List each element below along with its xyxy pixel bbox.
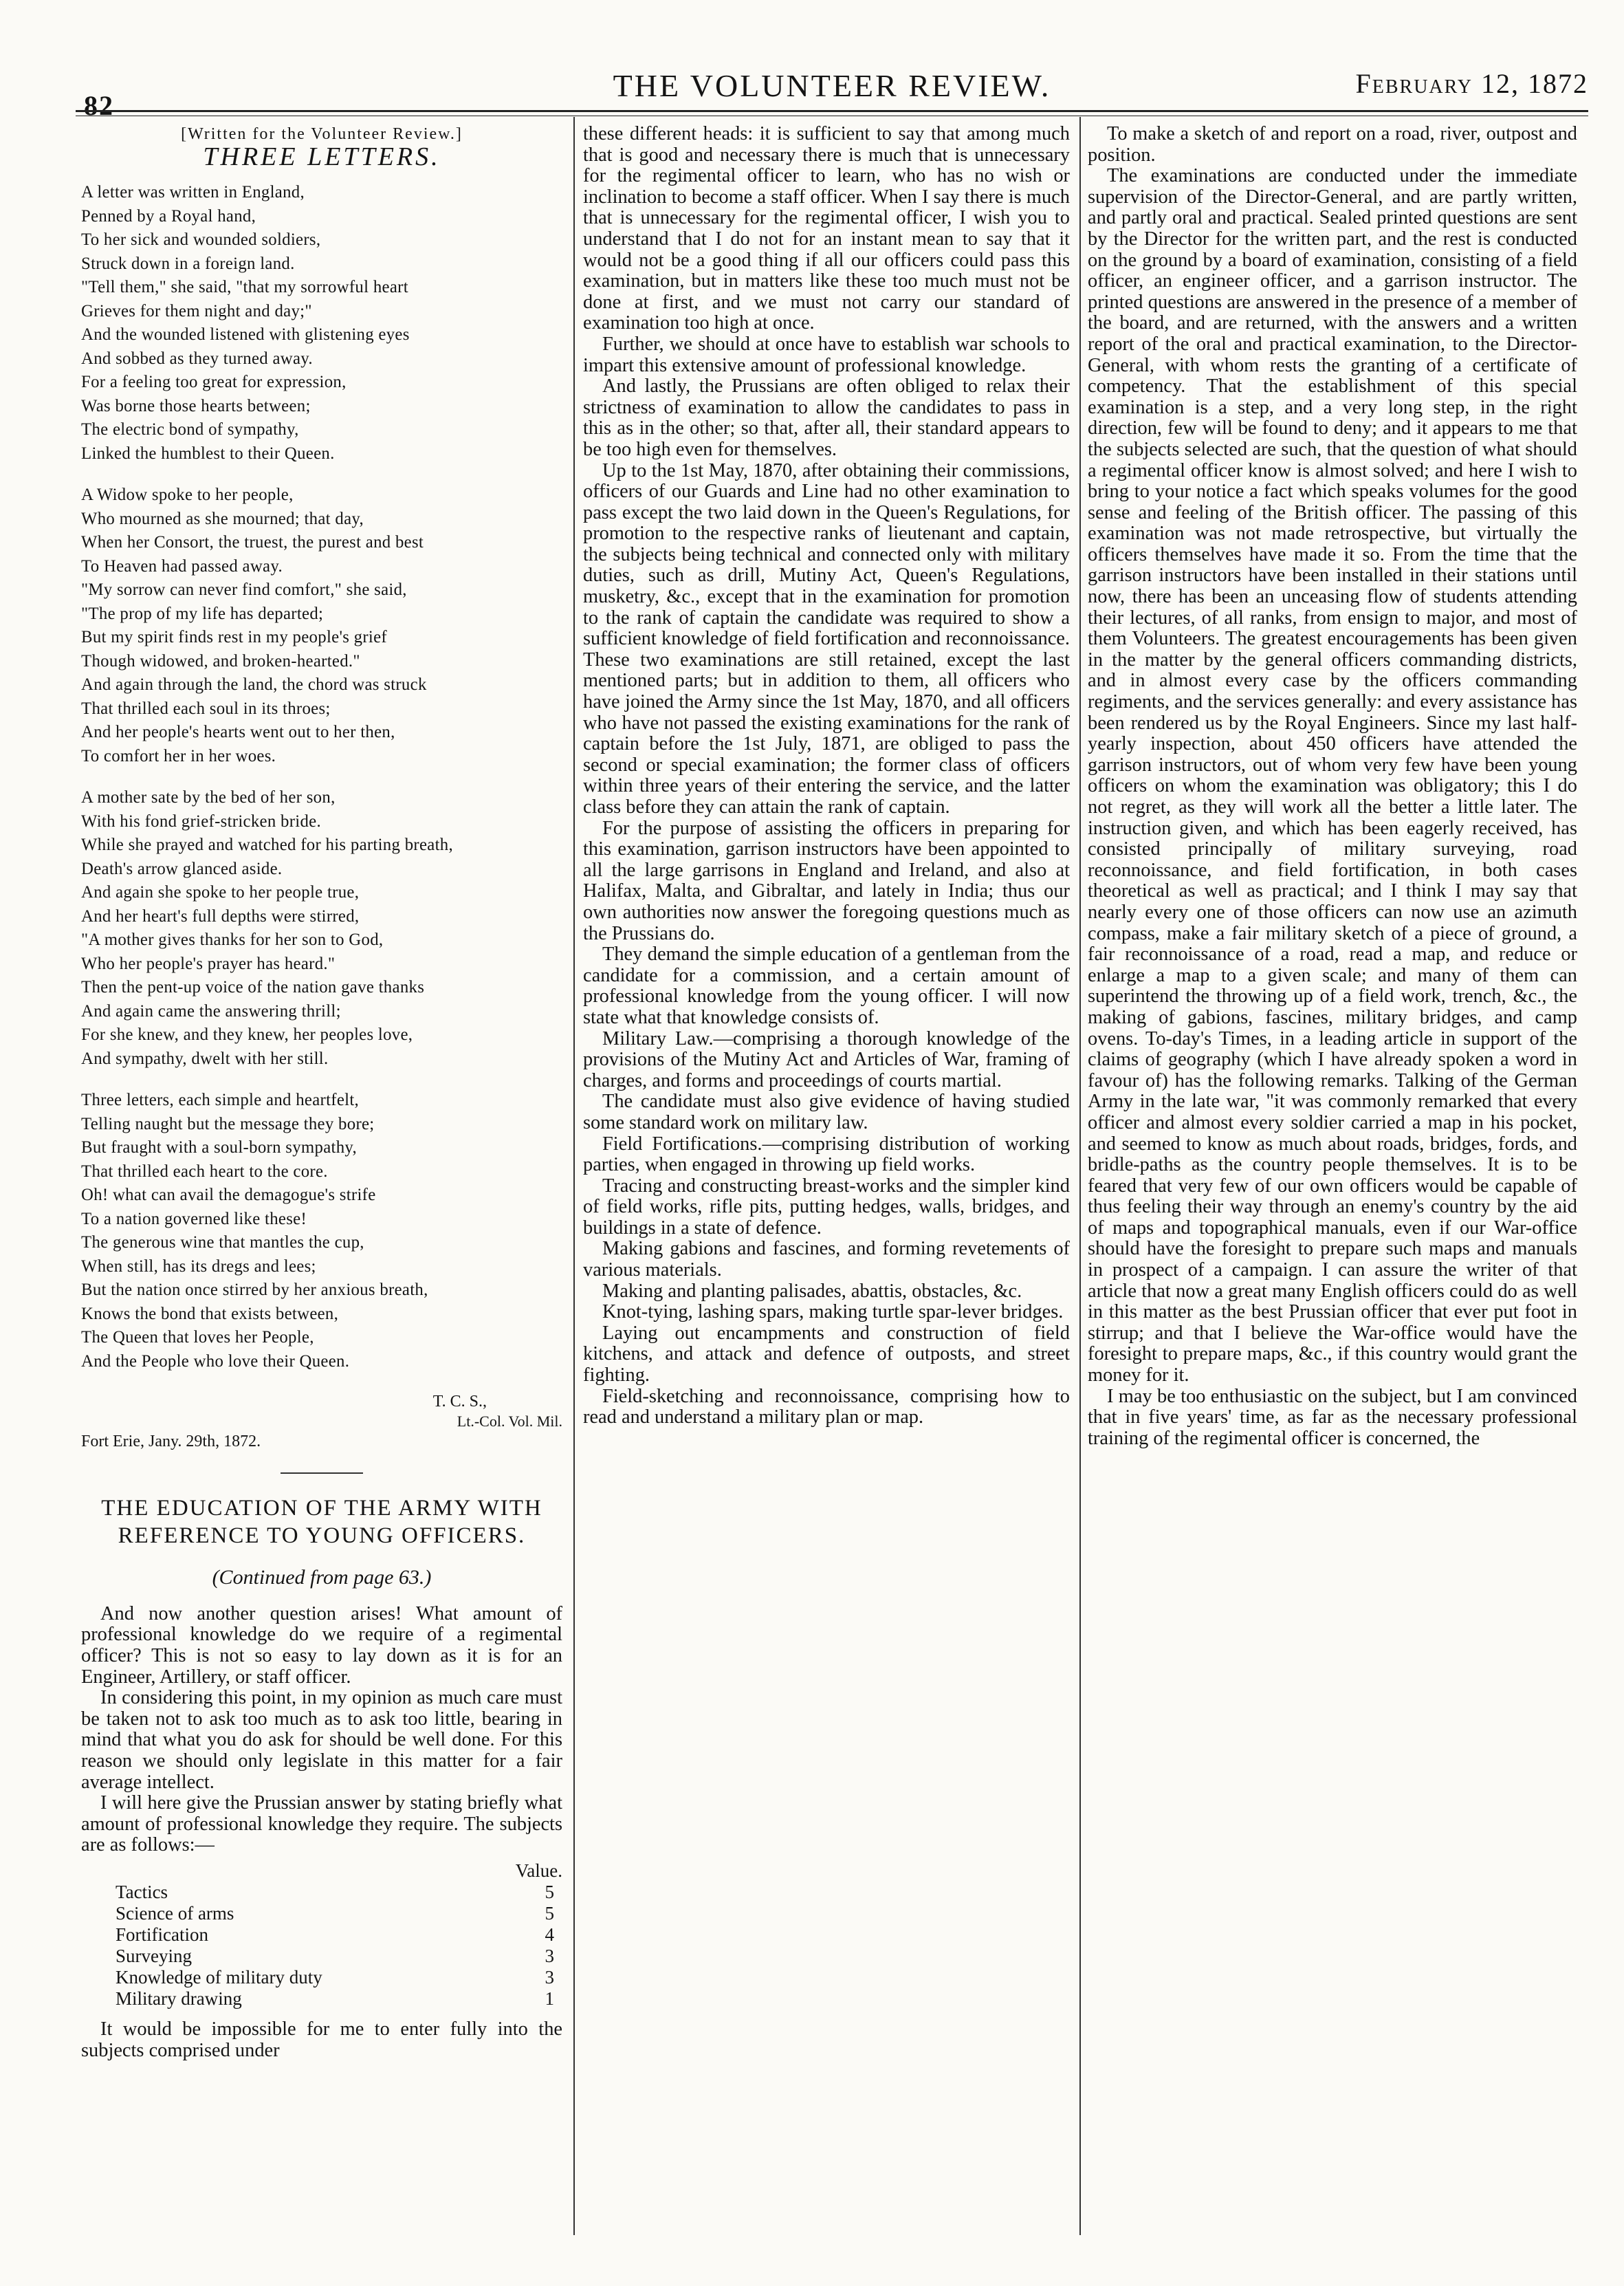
poem-line: Then the pent-up voice of the nation gave thanks <box>81 978 425 997</box>
subject-value-table <box>81 1860 562 2010</box>
poem-line: To a nation governed like these! <box>81 1209 307 1228</box>
poem-line: Grieves for them night and day;" <box>81 301 312 320</box>
poem-stanza <box>81 483 562 768</box>
article-paragraph: And lastly, the Prussians are often obliged to relax their strictness of examination to allow the candidates to pass in this as in the other; so that, after all, their standard appears to be too high even for themselves. <box>583 375 1070 460</box>
subject-row <box>81 1903 562 1924</box>
poem-line: And the wounded listened with glistening eyes <box>81 325 410 345</box>
article-paragraph: And now another question arises! What amount of professional knowledge do we require of a regimental officer? This is not so easy to lay down as it is for an Engineer, Artillery, or staff officer. <box>81 1602 562 1688</box>
subject-name: Science of arms <box>116 1902 234 1924</box>
article-paragraph: Field-sketching and reconnoissance, comprising how to read and understand a military plan or map. <box>583 1385 1070 1428</box>
poem-line: To Heaven had passed away. <box>81 556 283 576</box>
article-title: THE EDUCATION OF THE ARMY WITH REFERENCE TO YOUNG OFFICERS. <box>101 1496 542 1549</box>
article-paragraph: Further, we should at once have to establish war schools to impart this extensive amount of professional knowledge. <box>583 333 1070 376</box>
poem-line: "Tell them," she said, "that my sorrowful heart <box>81 278 408 297</box>
article-paragraph: They demand the simple education of a gentleman from the candidate for a commission, and a certain amount of professional knowledge from the young officer. I will now state what that knowledge consists of. <box>583 944 1070 1028</box>
column-3 <box>1088 124 1577 2256</box>
poem-line: And again through the land, the chord was struck <box>81 675 427 695</box>
subject-name: Fortification <box>116 1924 208 1945</box>
poem-stanza <box>81 181 562 466</box>
subject-value: 1 <box>545 1988 554 2009</box>
article-paragraph: Field Fortifications.—comprising distribution of working parties, when engaged in throwing up field works. <box>583 1133 1070 1176</box>
article-paragraph: It would be impossible for me to enter fully into the subjects comprised under <box>81 2018 562 2061</box>
poem-title: THREE LETTERS. <box>203 142 441 171</box>
poem-line: "My sorrow can never find comfort," she said, <box>81 580 407 600</box>
poem-line: And sobbed as they turned away. <box>81 349 313 368</box>
poem-line: And sympathy, dwelt with her still. <box>81 1049 329 1068</box>
poem-signature-rank: Lt.-Col. Vol. Mil. <box>457 1413 562 1430</box>
subject-name: Military drawing <box>116 1988 242 2009</box>
poem-line: Death's arrow glanced aside. <box>81 859 283 878</box>
poem-line: To comfort her in her woes. <box>81 746 276 765</box>
article-paragraph: Laying out encampments and construction of field kitchens, and attack and defence of outposts, and street fighting. <box>583 1322 1070 1386</box>
value-heading: Value. <box>515 1860 562 1881</box>
poem-line: A letter was written in England, <box>81 183 305 202</box>
article-text-col3 <box>1088 124 1577 1449</box>
poem-line: While she prayed and watched for his parting breath, <box>81 836 453 855</box>
poem-line: But fraught with a soul-born sympathy, <box>81 1138 357 1157</box>
poem-line: Though widowed, and broken-hearted." <box>81 651 360 671</box>
poem-line: When her Consort, the truest, the purest and best <box>81 533 424 552</box>
subject-row <box>81 1967 562 1988</box>
subject-name: Knowledge of military duty <box>116 1966 322 1988</box>
section-divider <box>281 1472 363 1474</box>
masthead-title: THE VOLUNTEER REVIEW. <box>613 68 1051 103</box>
subject-value: 3 <box>545 1945 554 1966</box>
header-rule <box>76 110 1588 116</box>
subject-row <box>81 1924 562 1946</box>
poem-line: Linked the humblest to their Queen. <box>81 444 335 463</box>
page-number: 82 <box>84 90 114 121</box>
article-paragraph: In considering this point, in my opinion as much care must be taken not to ask too much as to ask too little, bearing in mind that what you do ask for should be well done. For this reason we should only legislate in this matter for a fair average intellect. <box>81 1687 562 1793</box>
poem-line: The generous wine that mantles the cup, <box>81 1233 364 1252</box>
poem-line: A mother sate by the bed of her son, <box>81 788 336 807</box>
poem-stanza <box>81 1089 562 1373</box>
subject-name: Surveying <box>116 1945 192 1966</box>
poem-line: Who mourned as she mourned; that day, <box>81 509 364 528</box>
article-paragraph: I may be too enthusiastic on the subject, but I am convinced that in five years' time, as far as the necessary professional training of the regimental officer is concerned, the <box>1088 1385 1577 1449</box>
poem-line: And the People who love their Queen. <box>81 1351 350 1371</box>
poem-signature: T. C. S., <box>432 1393 487 1411</box>
poem-line: And again she spoke to her people true, <box>81 883 360 902</box>
subject-row <box>81 1946 562 1967</box>
article-text-col1 <box>81 1604 562 1856</box>
poem-line: But my spirit finds rest in my people's grief <box>81 628 387 647</box>
poem-line: Penned by a Royal hand, <box>81 206 256 226</box>
article-paragraph: The examinations are conducted under the immediate supervision of the Director-General, and are partly written, and partly oral and practical. Sealed printed questions are sent by the Director for the written part, and the rest is conducted on the ground by a board of examination, consisting of a field officer, an engineer officer, and a garrison instructor. The printed questions are answered in the presence of a member of the board, and are returned, with the answers and a written report of the oral and practical examination, to the Director-General, with whom rests the granting of a certificate of competency. That the establishment of this special examination is a step, and a very long step, in the right direction, few will be found to deny; and it appears to me that the subjects selected are such, that the question of what should a regimental officer know is almost solved; and here I wish to bring to your notice a fact which speaks volumes for the good sense and feeling of the British officer. The passing of this examination was not made retrospective, but virtually the officers themselves have made it so. From the time that the garrison instructors have been installed in their stations until now, there has been an unceasing flow of students attending their lectures, of all ranks, from ensign to major, and most of them Volunteers. The greatest encouragements has been given in the matter by the general officers commanding districts, and in almost every case by the officers commanding regiments, and the services generally: and every assistance has been rendered us by the Royal Engineers. Since my last half-yearly inspection, about 450 officers have attended the garrison instructors, out of whom very few have been young officers on whom the examination was obligatory; this I do not regret, as they will work all the better a little later. The instruction given, and which has been eagerly received, has consisted principally of military surveying, road reconnoissance, and field fortification, in both cases theoretical as well as practical; and I think I may say that nearly every one of those officers can now use an azimuth compass, make a fair military sketch of a piece of ground, a fair reconnoissance of a road, read a map, and reduce or enlarge a map to a given scale; and many of them can superintend the throwing up of a field work, trench, &c., the making of gabions, fascines, military bridges, and camp ovens. To-day's Times, in a leading article in support of the claims of geography (which I have already spoken a word in favour of) has the following remarks. Talking of the German Army in the late war, "it was commonly remarked that every officer and almost every soldier carried a map in his pocket, and seemed to know as much about roads, bridges, fords, and bridle-paths as the country people themselves. It is to be feared that very few of our own officers would be capable of thus feeling their way through an enemy's country by the aid of maps and topographical manuals, even if our War-office should have the foresight to prepare such maps and manuals in prospect of a campaign. I can assure the writer of that article that now a great many English officers could do as well in this matter as the best Prussian officer that ever put foot in stirrup; and that I believe the War-office would have the foresight to prepare maps, &c., if this country would grant the money for it. <box>1088 165 1577 1386</box>
article-text-col2 <box>583 124 1070 1428</box>
poem-line: To her sick and wounded soldiers, <box>81 230 321 250</box>
article-paragraph: Military Law.—comprising a thorough knowledge of the provisions of the Mutiny Act and Articles of War, framing of charges, and forms and proceedings of courts martial. <box>583 1027 1070 1091</box>
poem-line: Who her people's prayer has heard." <box>81 954 336 973</box>
article-paragraph: Making and planting palisades, abattis, obstacles, &c. <box>602 1280 1022 1302</box>
article-paragraph: Tracing and constructing breast-works and the simpler kind of field works, rifle pits, putting hedges, walls, bridges, and buildings in a state of defence. <box>583 1175 1070 1239</box>
poem-line: Knows the bond that exists between, <box>81 1304 339 1323</box>
poem-line: "A mother gives thanks for her son to God, <box>81 930 384 950</box>
article-paragraph: To make a sketch of and report on a road, river, outpost and position. <box>1088 124 1577 166</box>
poem-body <box>81 181 562 1373</box>
subject-value: 3 <box>545 1966 554 1988</box>
article-paragraph: Knot-tying, lashing spars, making turtle spar-lever bridges. <box>602 1301 1064 1323</box>
column-divider <box>573 117 575 2235</box>
poem-line: The electric bond of sympathy, <box>81 420 299 439</box>
poem-line: And her heart's full depths were stirred, <box>81 906 360 926</box>
poem-line: And again came the answering thrill; <box>81 1001 341 1021</box>
poem-line: For she knew, and they knew, her peoples love, <box>81 1025 413 1045</box>
column-2 <box>583 124 1070 2256</box>
subject-value: 4 <box>545 1924 554 1945</box>
article-paragraph: Up to the 1st May, 1870, after obtaining their commissions, officers of our Guards and Line had no other examination to pass except the two laid down in the Queen's Regulations, for promotion to the respective ranks of lieutenant and captain, the subjects being technical and connected only with military duties, such as drill, Mutiny Act, Queen's Regulations, musketry, &c., except that in the examination for promotion to the rank of captain the candidate was required to show a sufficient knowledge of field fortification and reconnoissance. These two examinations are still retained, except the last mentioned parts; but in addition to them, all officers who have joined the Army since the 1st May, 1870, and all officers who have not passed the existing examinations for the rank of captain before the 1st July, 1871, are obliged to pass the second or special examination; the former class of officers within three years of their entering the service, and the latter class before they can attain the rank of captain. <box>583 459 1070 818</box>
poem-line: Telling naught but the message they bore; <box>81 1114 375 1133</box>
continued-note: (Continued from page 63.) <box>212 1566 432 1589</box>
article-paragraph: The candidate must also give evidence of having studied some standard work on military law. <box>583 1091 1070 1133</box>
poem-line: That thrilled each heart to the core. <box>81 1162 328 1181</box>
subject-name: Tactics <box>116 1881 168 1902</box>
subject-value: 5 <box>545 1881 554 1902</box>
article-paragraph: For the purpose of assisting the officers in preparing for this examination, garrison instructors have been appointed to all the large garrisons in England and Ireland, and also at Halifax, Malta, and Gibraltar, and lately in India; thus our own authorities now answer the foregoing questions much as the Prussians do. <box>583 817 1070 944</box>
poem-line: When still, has its dregs and lees; <box>81 1256 316 1276</box>
column-1 <box>81 124 562 2256</box>
article-paragraph: Making gabions and fascines, and forming revetements of various materials. <box>583 1238 1070 1281</box>
poem-line: With his fond grief-stricken bride. <box>81 812 321 831</box>
subject-value: 5 <box>545 1902 554 1924</box>
issue-date: February 12, 1872 <box>1355 68 1588 99</box>
poem-line: "The prop of my life has departed; <box>81 604 324 623</box>
poem-dateline: Fort Erie, Jany. 29th, 1872. <box>81 1433 261 1451</box>
column-divider <box>1079 117 1081 2235</box>
poem-line: The Queen that loves her People, <box>81 1328 314 1347</box>
article-paragraph: these different heads: it is sufficient to say that among much that is good and necessary there is much that is unnecessary for the regimental officer to learn, who has no wish or inclination to become a staff officer. When I say there is much that is unnecessary for the regimental officer, I wish you to understand that I do not for an instant mean to say that it would not be a good thing if all our officers could pass this examination, but in matters like these too much must not be done at first, and we must not carry our standard of examination too high at once. <box>583 124 1070 334</box>
poem-credit: [Written for the Volunteer Review.] <box>181 125 463 143</box>
subject-row <box>81 1988 562 2010</box>
poem-line: For a feeling too great for expression, <box>81 373 347 392</box>
poem-stanza <box>81 786 562 1071</box>
poem-line: A Widow spoke to her people, <box>81 486 294 505</box>
poem-line: And her people's hearts went out to her then, <box>81 723 395 742</box>
poem-line: Was borne those hearts between; <box>81 396 311 415</box>
poem-line: Struck down in a foreign land. <box>81 254 295 273</box>
poem-line: Three letters, each simple and heartfelt, <box>81 1091 360 1110</box>
subject-row <box>81 1882 562 1903</box>
poem-line: Oh! what can avail the demagogue's strife <box>81 1186 376 1205</box>
article-paragraph: I will here give the Prussian answer by stating briefly what amount of professional knowledge they require. The subjects are as follows:— <box>81 1792 562 1856</box>
poem-line: But the nation once stirred by her anxious breath, <box>81 1281 428 1300</box>
running-head <box>76 63 1588 121</box>
poem-line: That thrilled each soul in its throes; <box>81 699 331 718</box>
